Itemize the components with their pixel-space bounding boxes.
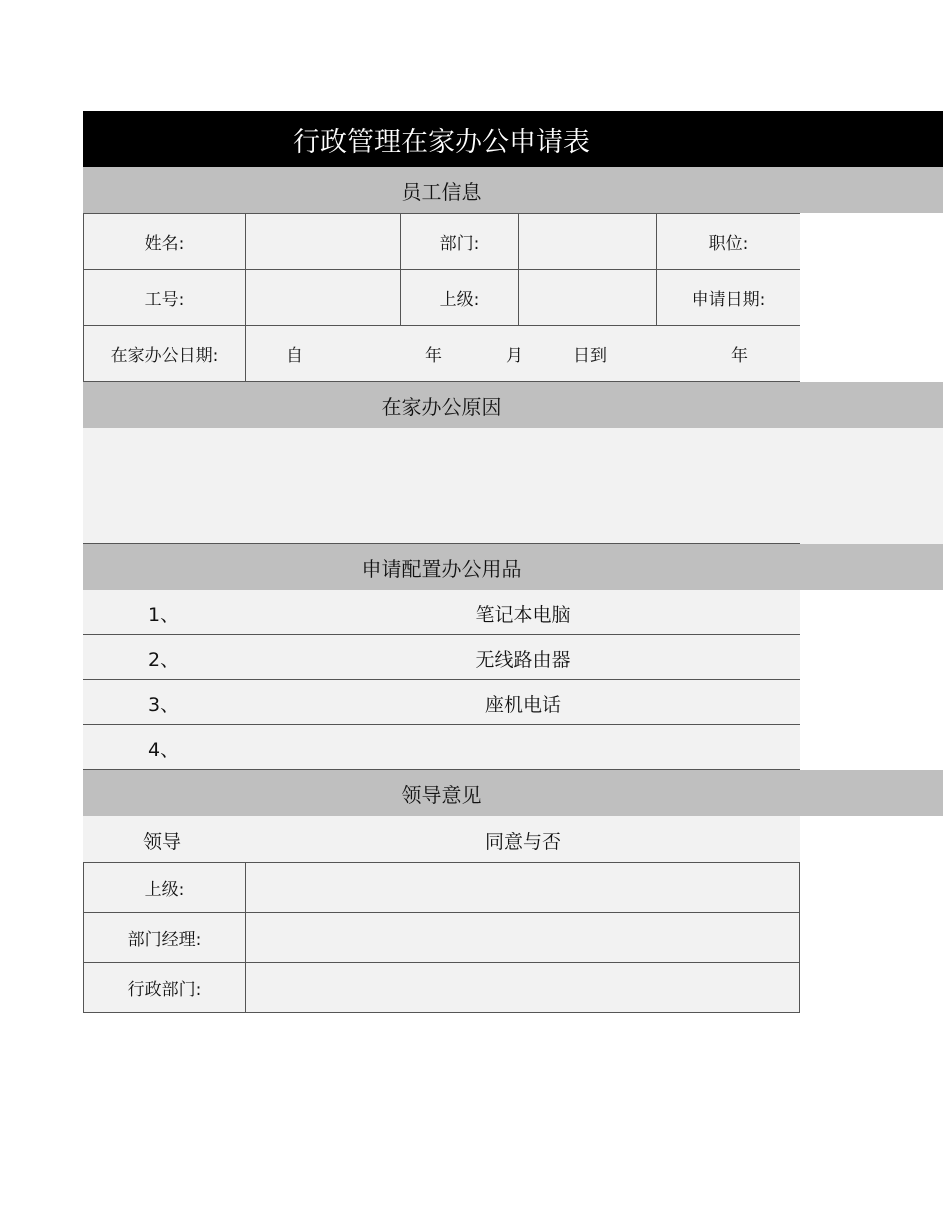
title-bar-extension [800,111,943,167]
section-supplies [83,544,943,590]
superior-field[interactable] [518,269,657,326]
section-reason-label: 在家办公原因 [381,394,502,419]
apply-date-label: 申请日期: [656,269,800,326]
agree-column-header: 同意与否 [484,831,561,853]
opinion-header-row [83,816,800,863]
leader-column-header: 领导 [143,831,182,853]
employee-id-label: 工号: [83,269,246,326]
year-text-1: 年 [425,346,442,366]
section-leader-opinion [83,770,943,816]
date-from-text: 自 [286,346,303,366]
month-text: 月 [506,346,523,366]
superior-label: 上级: [400,269,519,326]
supply-item: 座机电话 [484,694,561,716]
supply-row [83,680,800,725]
supply-number: 4、 [148,739,180,761]
year-text-2: 年 [731,346,748,366]
reason-textarea[interactable] [83,428,943,544]
opinion-admin-dept-field[interactable] [245,962,800,1013]
supply-row [83,725,800,770]
supply-row [83,635,800,680]
section-employee-info-label: 员工信息 [401,179,482,204]
name-label: 姓名: [83,213,246,270]
position-label: 职位: [656,213,800,270]
department-label: 部门: [400,213,519,270]
section-supplies-label: 申请配置办公用品 [361,556,522,581]
department-field[interactable] [518,213,657,270]
supply-number: 3、 [148,694,180,716]
wfh-date-field[interactable] [245,325,800,382]
section-employee-info [83,167,943,213]
day-to-text: 日到 [573,346,607,366]
form-title: 行政管理在家办公申请表 [83,111,800,167]
section-leader-opinion-label: 领导意见 [401,782,482,807]
supply-number: 2、 [148,649,180,671]
opinion-admin-dept-label: 行政部门: [83,962,246,1013]
section-reason [83,382,943,428]
opinion-dept-manager-label: 部门经理: [83,912,246,963]
supply-item: 无线路由器 [475,649,571,671]
opinion-superior-field[interactable] [245,862,800,913]
wfh-date-label: 在家办公日期: [83,325,246,382]
employee-id-field[interactable] [245,269,401,326]
supply-row [83,590,800,635]
name-field[interactable] [245,213,401,270]
opinion-superior-label: 上级: [83,862,246,913]
supply-item: 笔记本电脑 [475,604,571,626]
opinion-dept-manager-field[interactable] [245,912,800,963]
supply-number: 1、 [148,604,180,626]
